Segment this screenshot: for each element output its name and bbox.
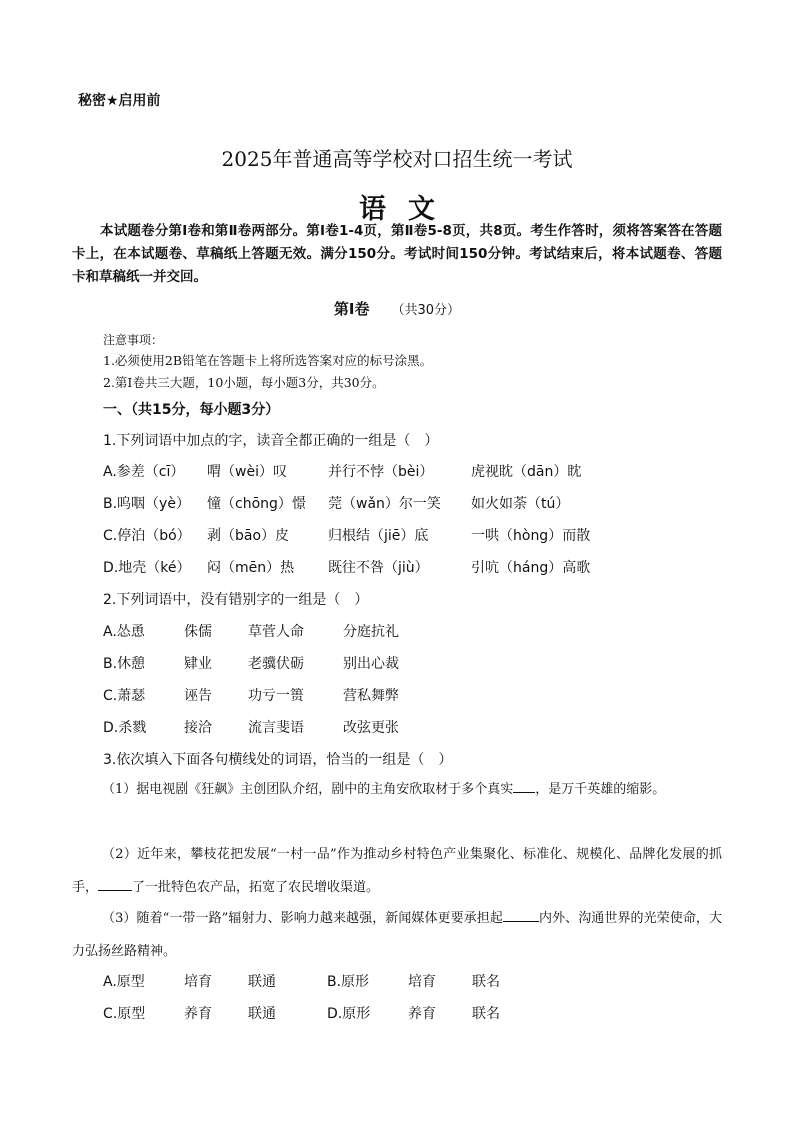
sentence-text: （1）据电视剧《狂飙》主创团队介绍，剧中的主角安欣取材于多个真实 xyxy=(102,782,514,797)
option-cell: D.地壳（ké） xyxy=(103,560,191,576)
option-row xyxy=(103,653,723,675)
section-heading xyxy=(0,298,794,319)
option-cell: 闷（mēn）热 xyxy=(207,560,295,576)
option-cell: 如火如荼（tú） xyxy=(471,496,570,512)
answer-blank xyxy=(513,778,535,793)
option-cell: 一哄（hòng）而散 xyxy=(471,528,591,544)
sentence-text: 内外、沟通世界的光荣使命，大力弘扬丝路精神。 xyxy=(72,911,722,959)
option-cell: 联通 xyxy=(248,1006,276,1022)
option-cell: 分庭抗礼 xyxy=(343,624,399,640)
option-cell: 既往不咎（jiù） xyxy=(328,560,429,576)
note-item: 1.必须使用2B铅笔在答题卡上将所选答案对应的标号涂黑。 xyxy=(103,353,433,368)
option-cell: 流言斐语 xyxy=(248,720,304,736)
option-cell: 并行不悖（bèi） xyxy=(328,464,434,480)
option-row xyxy=(103,557,723,579)
option-cell: B.休憩 xyxy=(103,656,146,672)
option-cell: 诬告 xyxy=(184,688,212,704)
notes-title: 注意事项： xyxy=(103,333,164,347)
exam-title: 2025年普通高等学校对口招生统一考试 xyxy=(221,147,573,171)
sentence-text: （3）随着“一带一路”辐射力、影响力越来越强，新闻媒体更要承担起 xyxy=(102,911,503,926)
option-row xyxy=(103,717,723,739)
option-cell: 接洽 xyxy=(184,720,212,736)
option-cell: 老骥伏砺 xyxy=(248,656,304,672)
option-cell: D.杀戮 xyxy=(103,720,147,736)
option-row xyxy=(103,621,723,643)
option-cell: D.原形 xyxy=(327,1006,371,1022)
option-cell: C.原型 xyxy=(103,1006,146,1022)
option-cell: B.原形 xyxy=(327,974,370,990)
option-cell: A.参差（cī） xyxy=(103,464,185,480)
option-row xyxy=(103,685,723,707)
subject-title: 语文 xyxy=(359,194,457,225)
option-row xyxy=(103,971,723,993)
option-cell: 憧（chōng）憬 xyxy=(207,496,306,512)
option-cell: 肄业 xyxy=(184,656,212,672)
option-row xyxy=(103,1003,723,1025)
fill-in-sentence-2 xyxy=(72,838,722,904)
option-row xyxy=(103,493,723,515)
fill-in-sentence-3 xyxy=(72,902,722,968)
option-cell: 联通 xyxy=(248,974,276,990)
question-stem: 3.依次填入下面各句横线处的词语，恰当的一组是（ ） xyxy=(103,752,453,768)
answer-blank xyxy=(98,876,132,891)
option-cell: 培育 xyxy=(408,974,436,990)
option-cell: 培育 xyxy=(184,974,212,990)
note-item: 2.第Ⅰ卷共三大题，10小题，每小题3分，共30分。 xyxy=(103,375,385,390)
option-cell: B.呜咽（yè） xyxy=(103,496,190,512)
sentence-text: 了一批特色农产品，拓宽了农民增收渠道。 xyxy=(132,880,380,895)
option-cell: A.怂恿 xyxy=(103,624,145,640)
fill-in-sentence-1 xyxy=(72,773,722,806)
option-row xyxy=(103,525,723,547)
option-cell: 改弦更张 xyxy=(343,720,399,736)
option-cell: 归根结（jiē）底 xyxy=(328,528,429,544)
option-row xyxy=(103,461,723,483)
section-title: 第Ⅰ卷 xyxy=(333,300,370,318)
sentence-text: ，是万千英雄的缩影。 xyxy=(535,782,666,797)
sentence-text: （2）近年来，攀枝花把发展“一村一品”作为推动乡村特色产业集聚化、标准化、规模化、品牌化发展的抓手， xyxy=(72,847,722,895)
part-heading: 一、（共15分，每小题3分） xyxy=(103,402,280,418)
option-cell: 剥（bāo）皮 xyxy=(207,528,290,544)
question-stem: 1.下列词语中加点的字，读音全都正确的一组是（ ） xyxy=(103,433,439,449)
option-cell: 莞（wǎn）尔一笑 xyxy=(328,496,441,512)
option-cell: C.停泊（bó） xyxy=(103,528,191,544)
option-cell: 养育 xyxy=(408,1006,436,1022)
option-cell: 联名 xyxy=(472,974,500,990)
option-cell: 联名 xyxy=(472,1006,500,1022)
option-cell: 虎视眈（dān）眈 xyxy=(471,464,582,480)
option-cell: 引吭（háng）高歌 xyxy=(471,560,591,576)
option-cell: 养育 xyxy=(184,1006,212,1022)
exam-instructions: 本试题卷分第Ⅰ卷和第Ⅱ卷两部分。第Ⅰ卷1-4页，第Ⅱ卷5-8页，共8页。考生作答时，须将答案答在答题卡上，在本试题卷、草稿纸上答题无效。满分150分。考试时间150分钟。考试结束后，将本试题卷、答题卡和草稿纸一并交回。 xyxy=(72,223,722,285)
option-cell: 别出心裁 xyxy=(343,656,399,672)
confidential-label: 秘密★启用前 xyxy=(78,93,161,109)
option-cell: 侏儒 xyxy=(184,624,212,640)
question-stem: 2.下列词语中，没有错别字的一组是（ ） xyxy=(103,592,369,608)
option-cell: A.原型 xyxy=(103,974,145,990)
option-cell: 喟（wèi）叹 xyxy=(207,464,287,480)
option-cell: 草菅人命 xyxy=(248,624,304,640)
option-cell: C.萧瑟 xyxy=(103,688,146,704)
answer-blank xyxy=(503,907,539,922)
option-cell: 功亏一篑 xyxy=(248,688,304,704)
option-cell: 营私舞弊 xyxy=(343,688,399,704)
section-subtitle: （共30分） xyxy=(391,303,461,318)
